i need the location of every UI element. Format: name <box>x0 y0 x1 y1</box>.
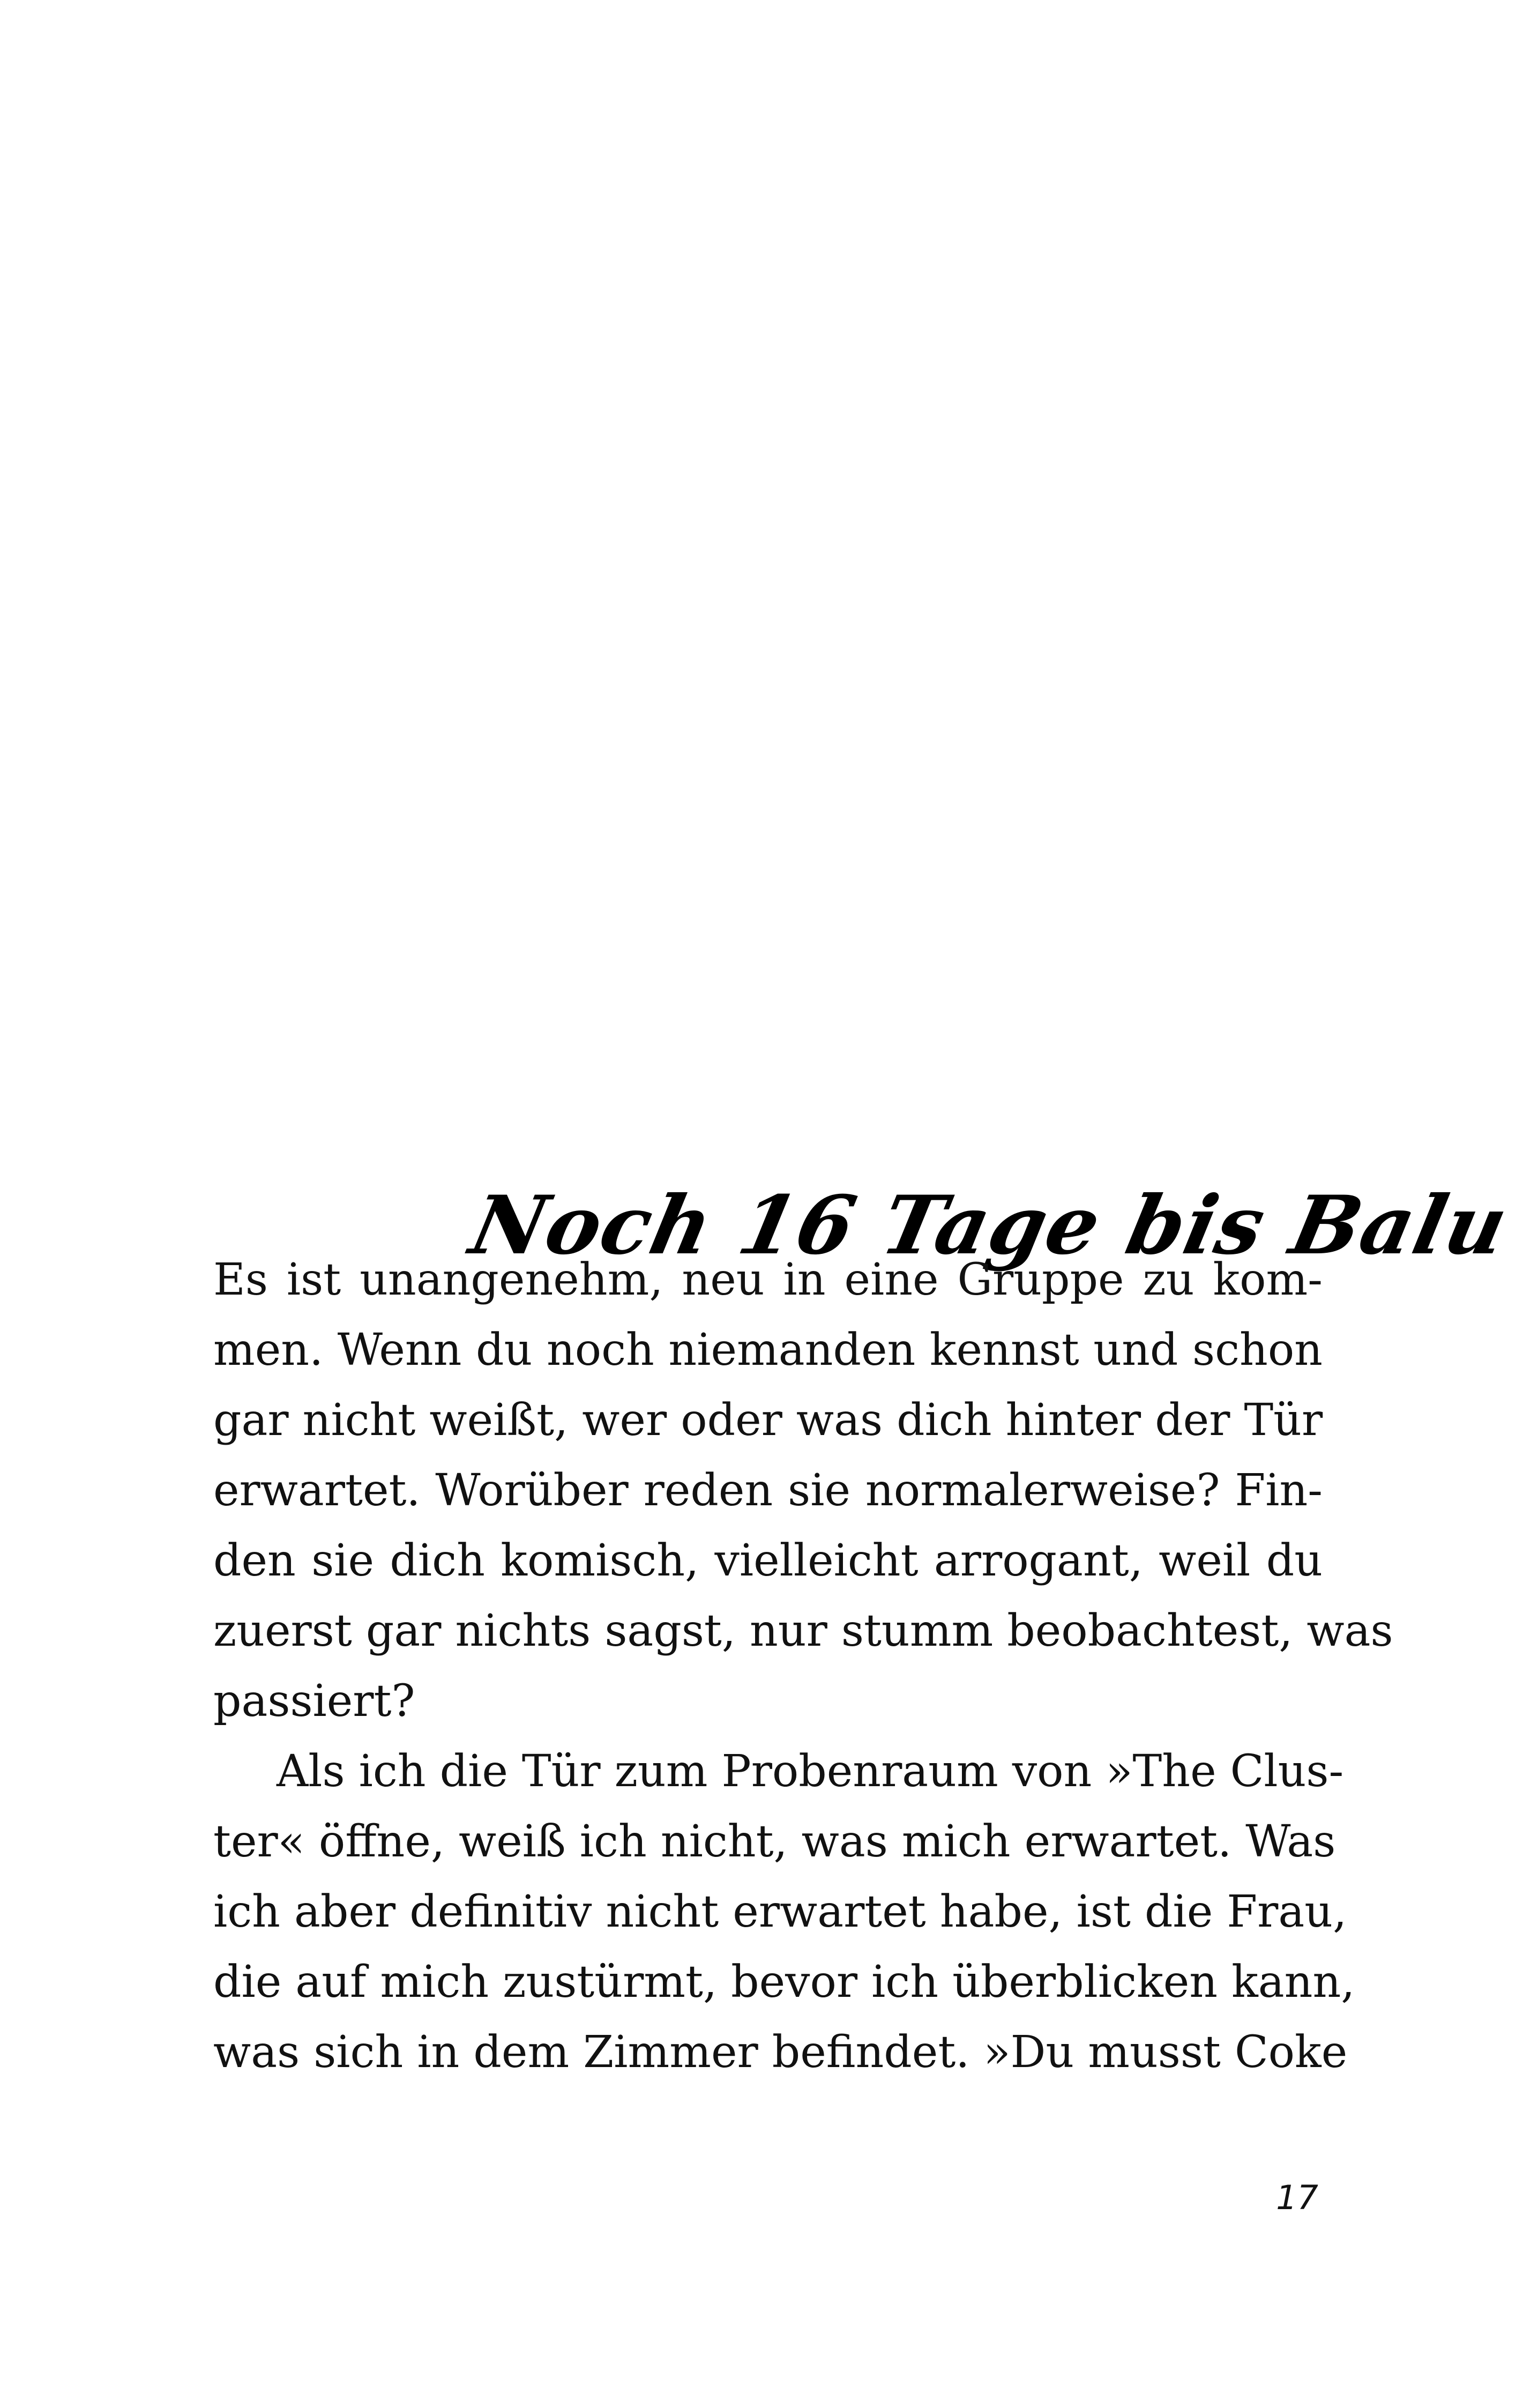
text-line: ter« öffne, weiß ich nicht, was mich erwartet. Was <box>213 1816 1336 1867</box>
text-line: Als ich die Tür zum Probenraum von »The Clus- <box>277 1746 1344 1797</box>
text-line: die auf mich zustürmt, bevor ich überblicken kann, <box>213 1957 1355 2008</box>
chapter-title: Noch 16 Tage bis Balu <box>462 1178 1517 1273</box>
text-line: was sich in dem Zimmer befindet. »Du musst Coke <box>213 2027 1348 2078</box>
body-text <box>213 1245 1393 2087</box>
text-line: passiert? <box>213 1676 415 1727</box>
text-line: Es ist unangenehm, neu in eine Gruppe zu kom- <box>213 1254 1323 1305</box>
text-line: den sie dich komisch, vielleicht arrogant, weil du <box>213 1535 1323 1586</box>
text-line: gar nicht weißt, wer oder was dich hinter der Tür <box>213 1395 1323 1446</box>
text-line: erwartet. Worüber reden sie normalerweise? Fin- <box>213 1465 1323 1516</box>
text-line: ich aber definitiv nicht erwartet habe, ist die Frau, <box>213 1886 1347 1937</box>
page-number: 17 <box>1276 2178 1318 2217</box>
text-line: men. Wenn du noch niemanden kennst und schon <box>213 1325 1323 1376</box>
text-line: zuerst gar nichts sagst, nur stumm beobachtest, was <box>213 1606 1393 1656</box>
